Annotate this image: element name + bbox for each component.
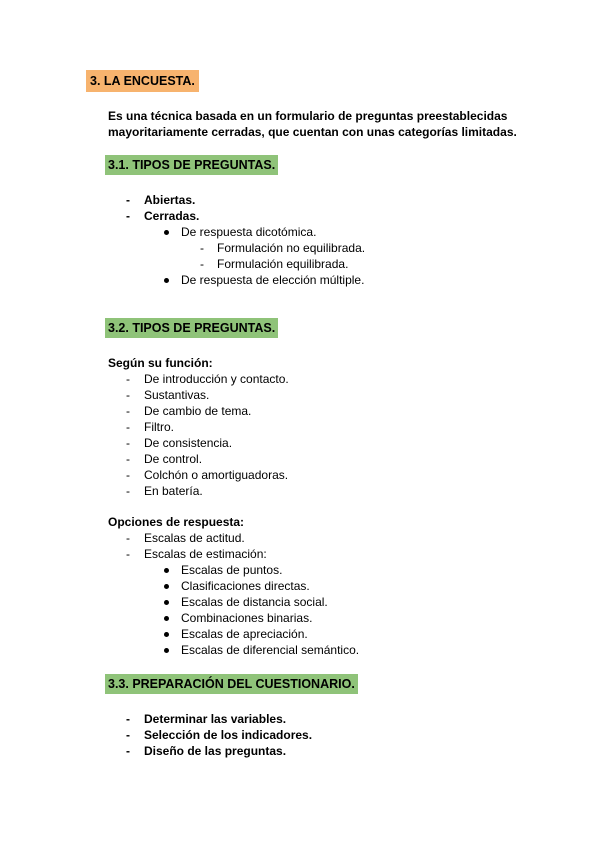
- intro-paragraph: [108, 108, 517, 140]
- bullet-dot: [164, 600, 169, 605]
- item-text: Selección de los indicadores.: [144, 728, 313, 742]
- item-text: De consistencia.: [144, 436, 233, 450]
- dash-marker: -: [126, 388, 130, 402]
- heading-3-3: 3.3. PREPARACIÓN DEL CUESTIONARIO.: [105, 674, 358, 694]
- bullet-dot: [164, 584, 169, 589]
- item-text: Formulación equilibrada.: [217, 257, 349, 271]
- dash-marker: -: [200, 257, 204, 271]
- dash-marker: -: [126, 468, 130, 482]
- item-text: En batería.: [144, 484, 203, 498]
- dash-marker: -: [126, 436, 130, 450]
- dash-marker: -: [126, 744, 130, 758]
- item-text: Colchón o amortiguadoras.: [144, 468, 289, 482]
- item-text: Clasificaciones directas.: [181, 579, 310, 593]
- dash-marker: -: [126, 420, 130, 434]
- item-text: De respuesta dicotómica.: [181, 225, 317, 239]
- item-text: Diseño de las preguntas.: [144, 744, 287, 758]
- bullet-dot: [164, 632, 169, 637]
- item-text: Escalas de actitud.: [144, 531, 245, 545]
- heading-3-1: 3.1. TIPOS DE PREGUNTAS.: [105, 155, 278, 175]
- item-text: Determinar las variables.: [144, 712, 287, 726]
- item-text: Escalas de estimación:: [144, 547, 267, 561]
- heading-3-2: 3.2. TIPOS DE PREGUNTAS.: [105, 318, 278, 338]
- dash-marker: -: [126, 193, 130, 207]
- dash-marker: -: [126, 547, 130, 561]
- dash-marker: -: [200, 241, 204, 255]
- dash-marker: -: [126, 484, 130, 498]
- dash-marker: -: [126, 452, 130, 466]
- bullet-dot: [164, 278, 169, 283]
- item-text: Filtro.: [144, 420, 174, 434]
- bullet-dot: [164, 568, 169, 573]
- item-text: Abiertas.: [144, 193, 196, 207]
- section-title: 3. LA ENCUESTA.: [86, 70, 199, 92]
- label-segun-funcion: Según su función:: [108, 356, 213, 370]
- dash-marker: -: [126, 404, 130, 418]
- item-text: De cambio de tema.: [144, 404, 252, 418]
- item-text: Combinaciones binarias.: [181, 611, 313, 625]
- item-text: Escalas de apreciación.: [181, 627, 308, 641]
- intro-line-2: mayoritariamente cerradas, que cuentan con unas categorías limitadas.: [108, 125, 517, 139]
- dash-marker: -: [126, 531, 130, 545]
- bullet-dot: [164, 230, 169, 235]
- dash-marker: -: [126, 209, 130, 223]
- intro-line-1: Es una técnica basada en un formulario de preguntas preestablecidas: [108, 109, 508, 123]
- item-text: Formulación no equilibrada.: [217, 241, 366, 255]
- item-text: Escalas de puntos.: [181, 563, 283, 577]
- item-text: Sustantivas.: [144, 388, 210, 402]
- dash-marker: -: [126, 712, 130, 726]
- item-text: Escalas de distancia social.: [181, 595, 328, 609]
- item-text: De introducción y contacto.: [144, 372, 289, 386]
- bullet-dot: [164, 648, 169, 653]
- item-text: De respuesta de elección múltiple.: [181, 273, 365, 287]
- dash-marker: -: [126, 372, 130, 386]
- item-text: Cerradas.: [144, 209, 200, 223]
- item-text: Escalas de diferencial semántico.: [181, 643, 360, 657]
- label-opciones-respuesta: Opciones de respuesta:: [108, 515, 245, 529]
- dash-marker: -: [126, 728, 130, 742]
- bullet-dot: [164, 616, 169, 621]
- item-text: De control.: [144, 452, 203, 466]
